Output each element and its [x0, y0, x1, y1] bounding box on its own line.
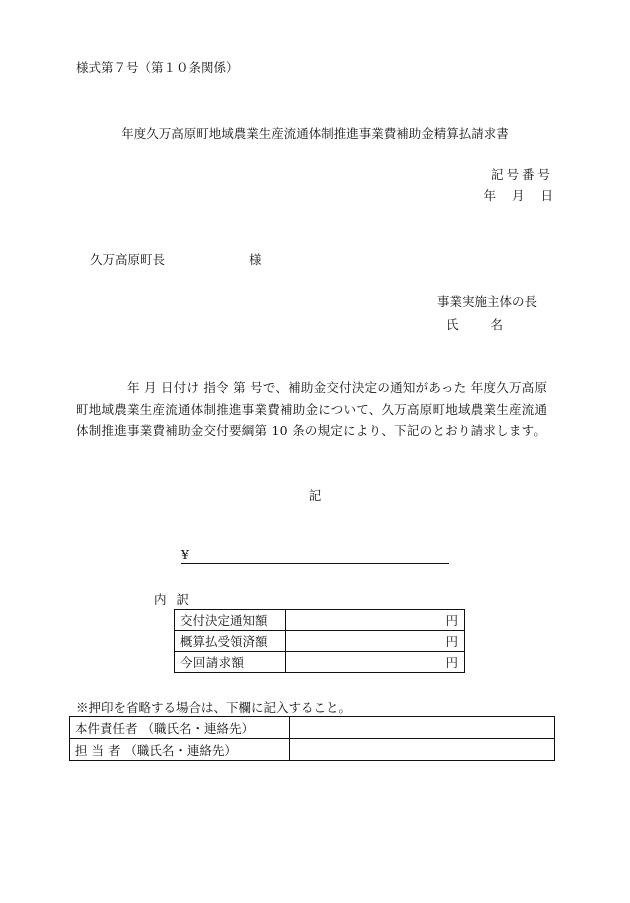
addressee-honorific: 様	[249, 252, 262, 267]
table-row	[70, 717, 555, 739]
contact-entry-cell[interactable]	[290, 739, 555, 761]
form-number: 様式第７号（第１０条関係）	[76, 60, 239, 75]
contact-entry-cell[interactable]	[290, 717, 555, 739]
breakdown-amount-cell[interactable]: 円	[286, 610, 465, 631]
applicant-title: 事業実施主体の長	[437, 294, 538, 309]
breakdown-row-label: 交付決定通知額	[175, 610, 286, 631]
breakdown-label: 内 訳	[154, 592, 189, 607]
table-row	[175, 610, 465, 631]
addressee: 久万高原町長	[90, 252, 166, 267]
breakdown-table	[174, 609, 465, 673]
table-row	[175, 652, 465, 673]
breakdown-row-label: 今回請求額	[175, 652, 286, 673]
document-title: 年度久万高原町地域農業生産流通体制推進事業費補助金精算払請求書	[121, 126, 509, 141]
reference-number: 記号番号	[490, 167, 553, 182]
applicant-name-label: 氏 名	[446, 317, 503, 332]
table-row	[70, 739, 555, 761]
date-line: 年 月 日	[483, 188, 553, 203]
amount-field[interactable]	[181, 547, 449, 564]
body-text	[76, 377, 554, 442]
breakdown-amount-cell[interactable]: 円	[286, 652, 465, 673]
contact-table	[69, 716, 555, 761]
seal-omission-note: ※押印を省略する場合は、下欄に記入すること。	[76, 700, 352, 715]
contact-row-label: 担 当 者 （職氏名・連絡先）	[70, 739, 290, 761]
yen-symbol: ¥	[181, 547, 189, 562]
contact-row-label: 本件責任者 （職氏名・連絡先）	[70, 717, 290, 739]
breakdown-amount-cell[interactable]: 円	[286, 631, 465, 652]
ki-heading: 記	[308, 488, 322, 503]
breakdown-row-label: 概算払受領済額	[175, 631, 286, 652]
table-row	[175, 631, 465, 652]
body-paragraph: 年 月 日付け 指令 第 号で、補助金交付決定の通知があった 年度久万高原町地域農業生産流通体制推進事業費補助金について、久万高原町地域農業生産流通体制推進事業費補助金交付要綱第 10 条の規定により、下記のとおり請求します。	[76, 380, 548, 438]
